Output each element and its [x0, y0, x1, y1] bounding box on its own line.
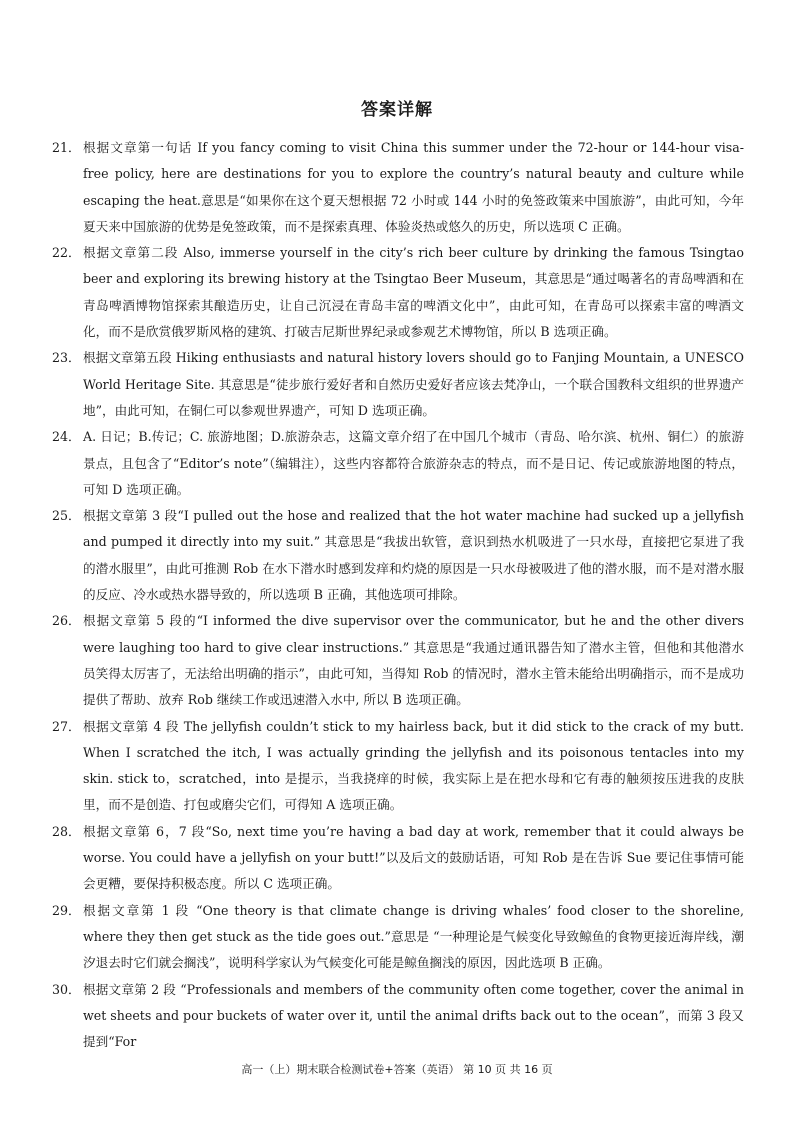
answer-text: 根据文章第 3 段“I pulled out the hose and realized that the hot water machine had sucked up a jellyfish and pumped it directly into my suit.” 其意思是“我拔出软管，意识到热水机吸进了一只水母，直接把它泵进了我的潜水服里”，由此可推测 Rob 在水下潜水时感到发痒和灼烧的原因是一只水母被吸进了他的潜水服，而不是对潜水服的反应、冷水或热水器导致的，所以选项 B 正确，其他选项可排除。	[83, 508, 744, 603]
answer-number: 22．	[52, 245, 81, 261]
answer-number: 24．	[52, 429, 81, 445]
answer-item-22	[52, 240, 744, 345]
answer-text: 根据文章第二段 Also, immerse yourself in the city’s rich beer culture by drinking the famous Tsingtao beer and exploring its brewing history at the Tsingtao Beer Museum，其意思是“通过喝著名的青岛啤酒和在青岛啤酒博物馆探索其酿造历史，让自己沉浸在青岛丰富的啤酒文化中”，由此可知，在青岛可以探索丰富的啤酒文化，而不是欣赏俄罗斯风格的建筑、打破吉尼斯世界纪录或参观艺术博物馆，所以 B 选项正确。	[83, 245, 744, 340]
answer-item-24	[52, 424, 744, 503]
answer-text: 根据文章第 6，7 段“So, next time you’re having a bad day at work, remember that it could always be worse. You could have a jellyfish on your butt!”以及后文的鼓励话语，可知 Rob 是在告诉 Sue 要记住事情可能会更糟，要保持积极态度。所以 C 选项正确。	[83, 823, 744, 892]
answer-item-23	[52, 345, 744, 424]
answer-number: 27．	[52, 718, 81, 734]
answer-number: 29．	[52, 902, 81, 918]
answer-item-21	[52, 135, 744, 240]
answer-item-26	[52, 608, 744, 713]
answer-text: 根据文章第 4 段 The jellyfish couldn’t stick to my hairless back, but it did stick to the crack of my butt. When I scratched the itch, I was actually grinding the jellyfish and its poisonous tentacles into my skin. stick to，scratched，into 是提示，当我挠痒的时候，我实际上是在把水母和它有毒的触须按压进我的皮肤里，而不是创造、打包或磨尖它们，可得知 A 选项正确。	[83, 718, 744, 813]
page-footer: 高一（上）期末联合检测试卷+答案（英语） 第 10 页 共 16 页	[241, 1063, 553, 1076]
answer-text: 根据文章第一句话 If you fancy coming to visit China this summer under the 72-hour or 144-hour visa-free policy, here are destinations for you to explore the country’s natural beauty and culture while escaping the heat.意思是“如果你在这个夏天想根据 72 小时或 144 小时的免签政策来中国旅游”，由此可知，今年夏天来中国旅游的优势是免签政策，而不是探索真理、体验炎热或悠久的历史，所以选项 C 正确。	[83, 140, 744, 234]
answer-number: 26．	[52, 613, 81, 629]
answer-text: 根据文章第 1 段 “One theory is that climate change is driving whales’ food closer to the shoreline, where they then get stuck as the tide goes out.”意思是 “一种理论是气候变化导致鲸鱼的食物更接近海岸线，潮汐退去时它们就会搁浅”，说明科学家认为气候变化可能是鲸鱼搁浅的原因，因此选项 B 正确。	[83, 902, 744, 971]
answer-item-30	[52, 977, 744, 1056]
answer-text: 根据文章第 5 段的“I informed the dive supervisor over the communicator, but he and the other divers were laughing too hard to give clear instructions.” 其意思是“我通过通讯器告知了潜水主管，但他和其他潜水员笑得太厉害了，无法给出明确的指示”，由此可知，当得知 Rob 的情况时，潜水主管未能给出明确指示，而不是成功提供了帮助、放弃 Rob 继续工作或迅速潜入水中, 所以 B 选项正确。	[83, 613, 744, 708]
answer-text: 根据文章第五段 Hiking enthusiasts and natural history lovers should go to Fanjing Mountain, a UNESCO World Heritage Site. 其意思是“徒步旅行爱好者和自然历史爱好者应该去梵净山，一个联合国教科文组织的世界遗产地”，由此可知，在铜仁可以参观世界遗产，可知 D 选项正确。	[83, 350, 744, 418]
answer-number: 21．	[52, 140, 81, 155]
answer-number: 25．	[52, 508, 81, 524]
answer-item-28	[52, 819, 744, 898]
answer-number: 30．	[52, 981, 81, 997]
answer-number: 23．	[52, 350, 81, 366]
page-title: 答案详解	[361, 100, 433, 120]
answer-item-27	[52, 714, 744, 819]
answer-number: 28．	[52, 823, 81, 839]
answer-item-25	[52, 503, 744, 608]
answer-text: 根据文章第 2 段 “Professionals and members of the community often come together, cover the animal in wet sheets and pour buckets of water over it, until the animal drifts back out to the ocean”，而第 3 段又提到“For	[83, 981, 744, 1050]
answer-text: A. 日记；B.传记；C. 旅游地图；D.旅游杂志，这篇文章介绍了在中国几个城市（青岛、哈尔滨、杭州、铜仁）的旅游景点，且包含了“Editor’s note”（编辑注），这些内容都符合旅游杂志的特点，而不是日记、传记或旅游地图的特点，可知 D 选项正确。	[83, 429, 744, 497]
answer-list	[52, 135, 744, 1055]
answer-item-29	[52, 898, 744, 977]
